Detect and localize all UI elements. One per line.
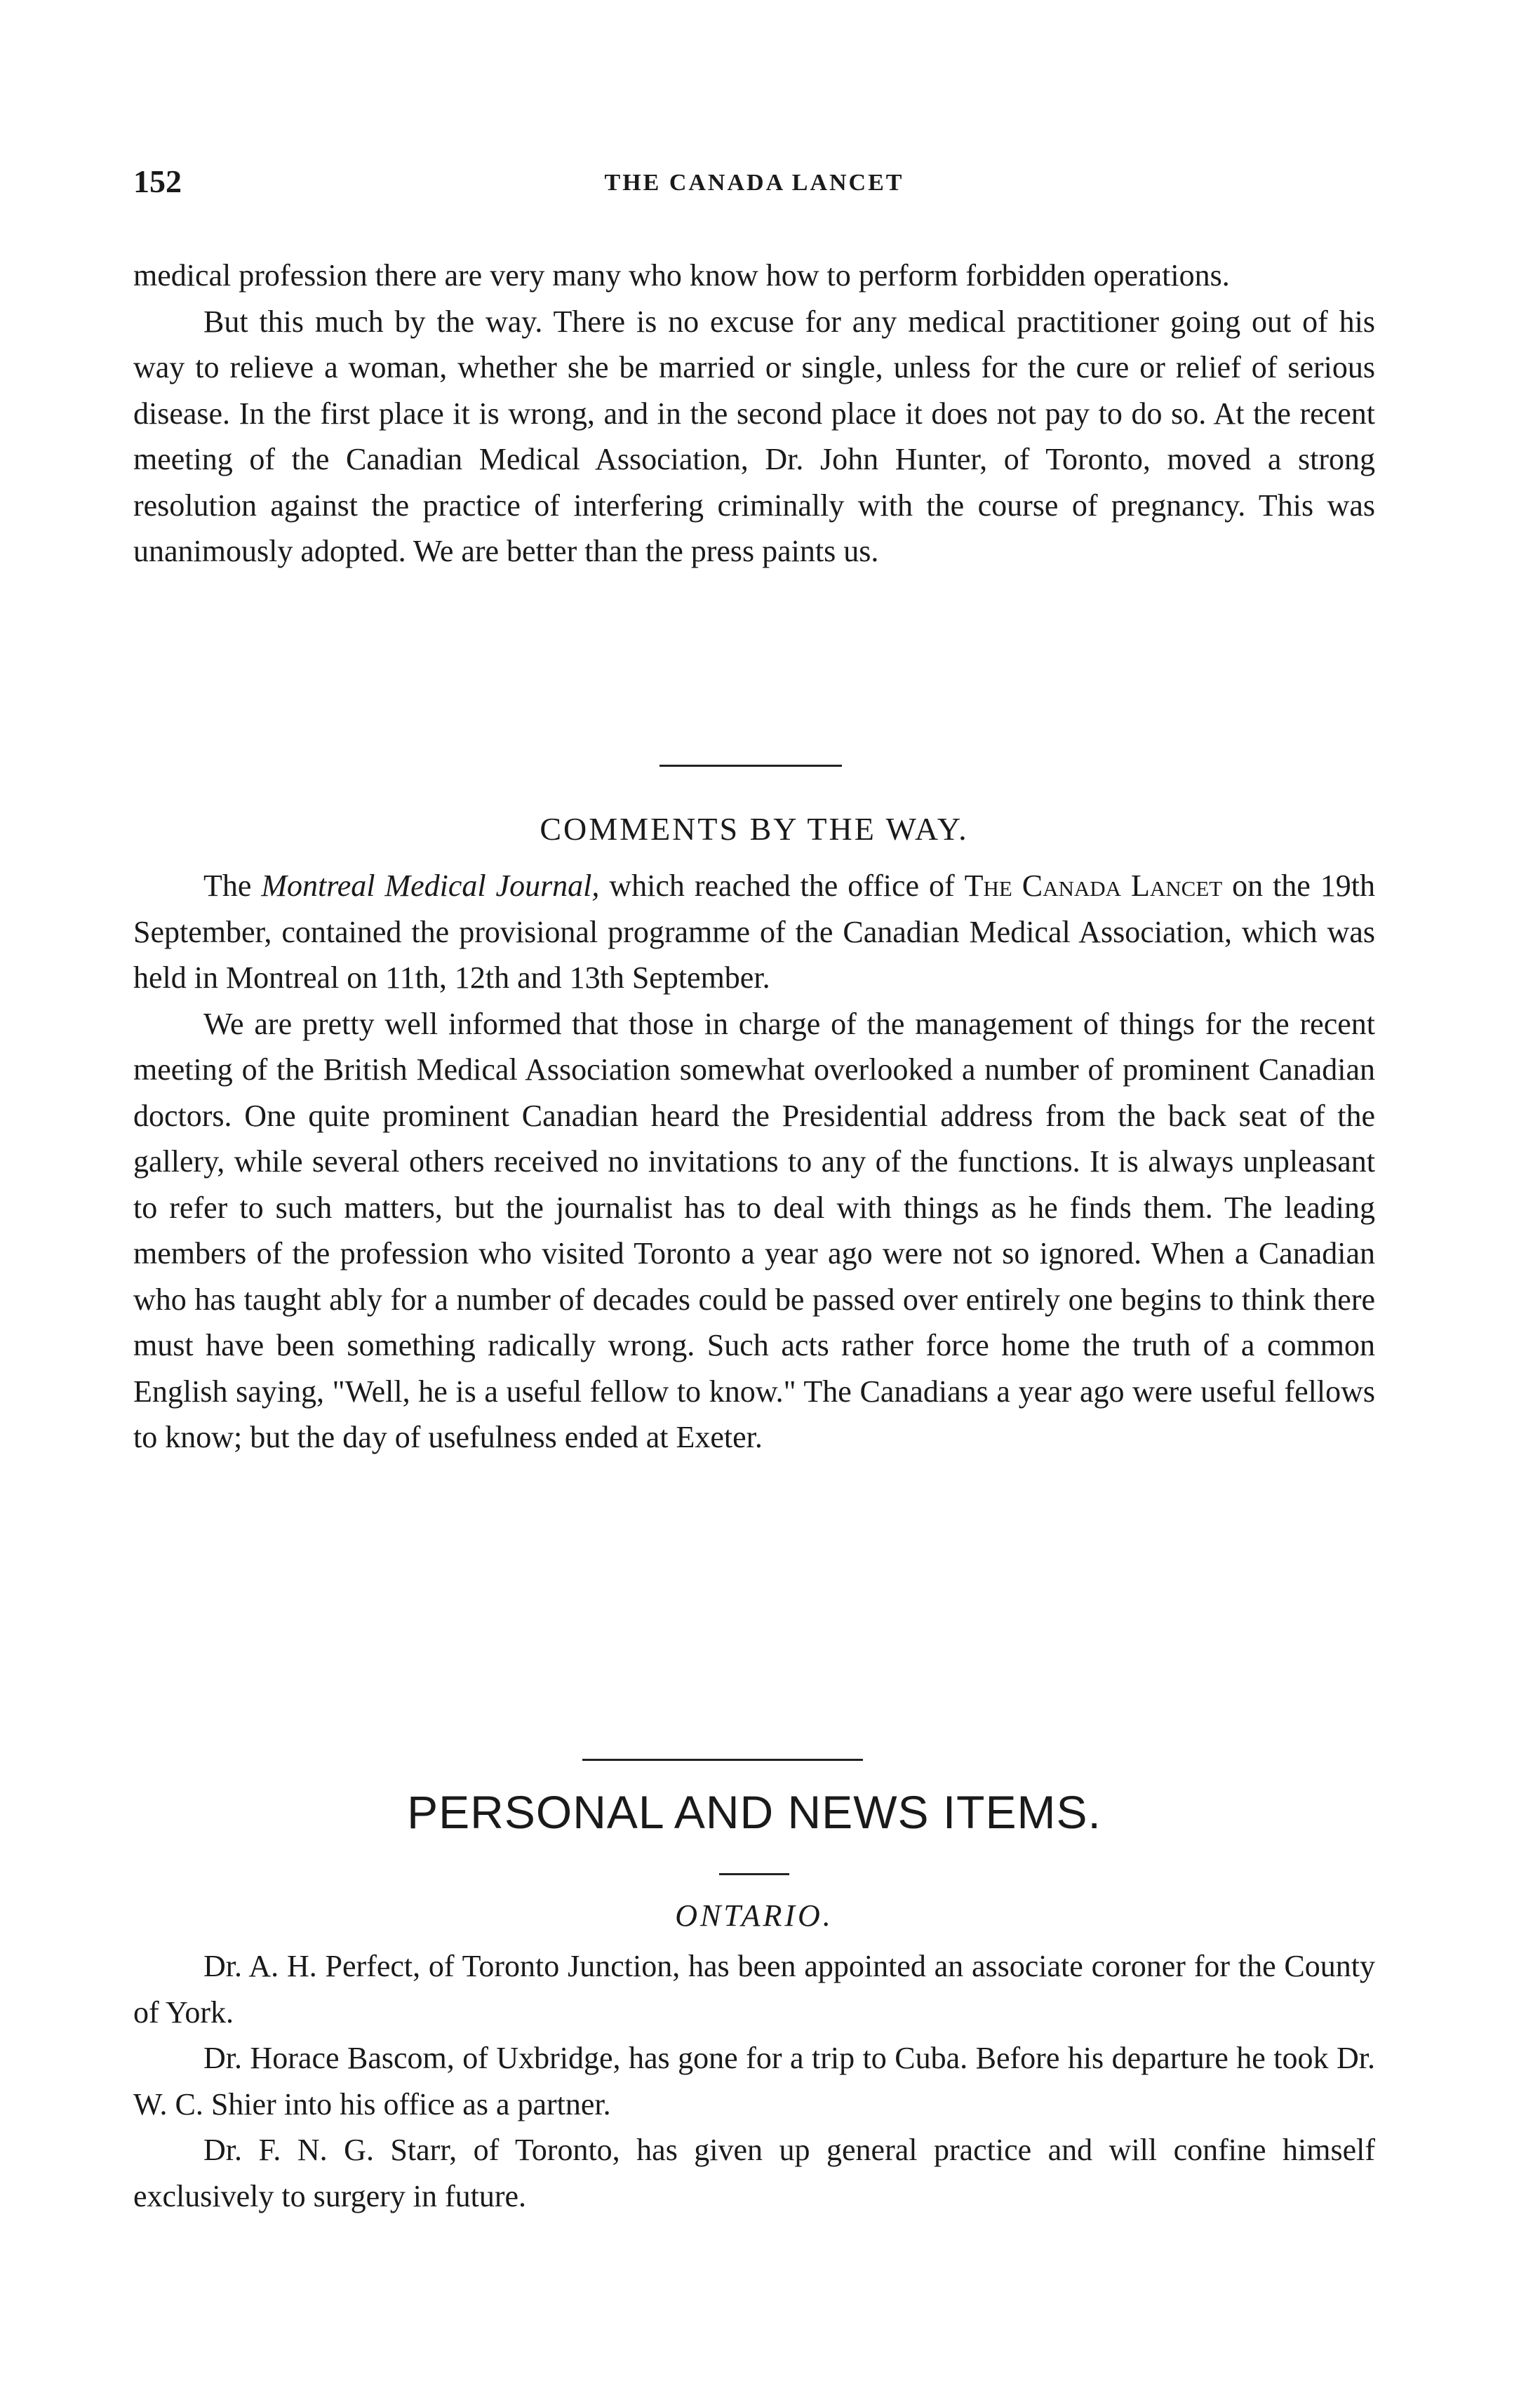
journal-name: Montreal Medical Journal, <box>261 869 600 903</box>
subheading-ontario: ONTARIO. <box>675 1898 833 1933</box>
publication-name: The Canada Lancet <box>964 869 1223 903</box>
journal-title: THE CANADA LANCET <box>604 170 904 196</box>
section-divider <box>582 1759 863 1761</box>
paragraph: We are pretty well informed that those in charge of the management of things for the recent meeting of the British Medical Association somewhat overlooked a number of prominent Canadian doctors. One quite prominent Canadian heard the Presidential address from the back seat of the gallery, while several others received no invitations to any of the functions. It is always unpleasant to refer to such matters, but the journalist has to deal with things as he finds them. The leading members of the profession who visited Toronto a year ago were not so ignored. When a Canadian who has taught ably for a number of decades could be passed over entirely one begins to think there must have been something radically wrong. Such acts rather force home the truth of a common English saying, "Well, he is a useful fellow to know." The Canadians a year ago were useful fellows to know; but the day of usefulness ended at Exeter. <box>133 1006 1375 1454</box>
running-head <box>133 163 1375 205</box>
paragraph <box>133 863 1375 1001</box>
news-item: Dr. Horace Bascom, of Uxbridge, has gone for a trip to Cuba. Before his departure he took Dr. W. C. Shier into his office as a partner. <box>133 2041 1375 2121</box>
text-run: on the 19th September, contained the provisional programme of the Canadian Medical Association, which was held in Montreal on 11th, 12th and 13th September. <box>133 869 1376 995</box>
page-number: 152 <box>133 163 182 199</box>
opening-section <box>133 253 1375 575</box>
section-heading-comments: COMMENTS BY THE WAY. <box>540 811 969 847</box>
news-items <box>133 1943 1375 2219</box>
paragraph: But this much by the way. There is no excuse for any medical practitioner going out of his way to relieve a woman, whether she be married or single, unless for the cure or relief of serious disease. In the first place it is wrong, and in the second place it does not pay to do so. At the recent meeting of the Canadian Medical Association, Dr. John Hunter, of Toronto, moved a strong resolution against the practice of interfering criminally with the course of pregnancy. This was unanimously adopted. We are better than the press paints us. <box>133 304 1375 568</box>
text-run: The <box>203 869 262 903</box>
news-item: Dr. F. N. G. Starr, of Toronto, has given up general practice and will confine himself exclusively to surgery in future. <box>133 2133 1375 2213</box>
comments-section <box>133 863 1375 1461</box>
section-divider <box>719 1873 789 1875</box>
paragraph: medical profession there are very many who know how to perform forbidden operations. <box>133 258 1230 293</box>
news-item: Dr. A. H. Perfect, of Toronto Junction, has been appointed an associate coroner for the County of York. <box>133 1949 1375 2030</box>
text-run: which reached the office of <box>599 869 965 903</box>
section-heading-personal: PERSONAL AND NEWS ITEMS. <box>407 1786 1102 1838</box>
section-divider <box>659 765 842 767</box>
